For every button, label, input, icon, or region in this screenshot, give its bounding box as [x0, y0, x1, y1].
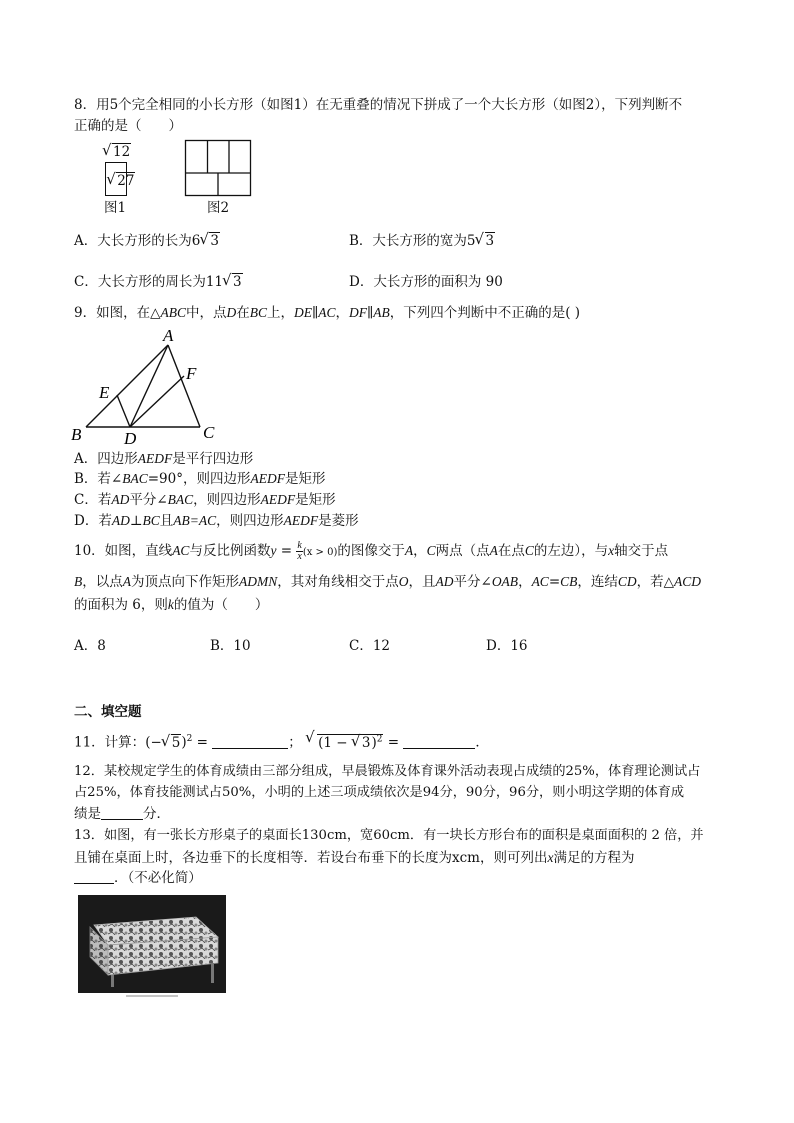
q9-option-d: D．若AD⊥BC且AB=AC，则四边形AEDF是菱形 [74, 513, 359, 529]
label-e: E [99, 383, 110, 402]
section-heading-fill-in: 二、填空题 [74, 704, 142, 720]
q10-line1: 10．如图，直线AC与反比例函数y = $\frac{k}{x}$ (x > 0)的图像交于A，C两点（点A在点C的左边），与x轴交于点 [74, 540, 669, 562]
fig1-caption: 图1 [104, 200, 127, 216]
q10-line2: B，以点A为顶点向下作矩形ADMN，其对角线相交于点O，且AD平分∠OAB，AC=CB，连结CD，若△ACD [74, 574, 702, 590]
q9-stem: 9．如图，在△ABC中，点D在BC上，DE∥AC，DF∥AB，下列四个判断中不正确的是( ) [74, 305, 581, 321]
fig1-width-label: √ 12 [103, 142, 131, 162]
label-c: C [203, 423, 215, 442]
fig1-small-rectangle [105, 162, 127, 196]
q10-option-d: D．16 [486, 638, 528, 654]
q12-line2: 占25%，体育技能测试占50%，小明的上述三项成绩依次是94分，90分，96分，则小明这学期的体育成 [74, 785, 685, 800]
table-leg-left [111, 975, 114, 987]
q8-stem-line1: 8．用5个完全相同的小长方形（如图1）在无重叠的情况下拼成了一个大长方形（如图2），下列判断不 [74, 97, 683, 113]
q8-figure2 [184, 139, 254, 199]
q11-answer-blank-2[interactable] [403, 734, 475, 749]
q8-option-a: A．大长方形的长为6√ 3 [74, 231, 220, 251]
q10-option-a: A．8 [74, 638, 106, 654]
q8-figure1 [70, 140, 140, 218]
q13-line2: 且铺在桌面上时，各边垂下的长度相等．若设台布垂下的长度为xcm，则可列出x满足的方程为 [74, 850, 635, 866]
q9-option-b: B．若∠BAC=90°，则四边形AEDF是矩形 [74, 471, 326, 487]
q9-option-c: C．若AD平分∠BAC，则四边形AEDF是矩形 [74, 492, 336, 508]
q11-line: 11．计算：(−√ 5)$^2$ = ； √ (1 − √ 3)$^2$ = ． [74, 729, 489, 753]
label-b: B [71, 425, 82, 444]
q10-option-b: B．10 [210, 638, 251, 654]
q10-option-c: C．12 [349, 638, 391, 654]
segment-ad [130, 345, 168, 427]
q12-line3: 绩是 分． [74, 806, 170, 822]
label-f: F [186, 364, 197, 383]
segment-de [117, 395, 130, 427]
table-leg-right [211, 963, 214, 983]
q8-option-d: D．大长方形的面积为 90 [349, 274, 503, 290]
q13-line1: 13．如图，有一张长方形桌子的桌面长130cm，宽60cm．有一块长方形台布的面积是桌面面积的 2 倍，并 [74, 828, 704, 843]
q12-answer-blank[interactable] [101, 805, 143, 820]
q11-answer-blank-1[interactable] [212, 734, 288, 749]
q10-line3: 的面积为 6，则k的值为（ ） [74, 597, 269, 613]
segment-df [130, 376, 184, 427]
k-over-x-fraction: $\frac{k}{x}$ [297, 540, 302, 562]
label-a: A [163, 326, 174, 345]
q8-option-c: C．大长方形的周长为11√ 3 [74, 272, 243, 292]
q13-line3: ．（不必化简） [74, 868, 202, 888]
q9-triangle-figure [66, 325, 236, 447]
fig1-height-label: √ 27 [107, 171, 135, 191]
q13-answer-blank[interactable] [74, 869, 114, 884]
q8-stem-line2: 正确的是（ ） [74, 118, 182, 134]
table-photo [78, 895, 226, 997]
q9-option-a: A．四边形AEDF是平行四边形 [74, 451, 254, 467]
q8-option-b: B．大长方形的宽为5√ 3 [349, 231, 495, 251]
fig2-caption: 图2 [207, 200, 230, 216]
q12-line1: 12．某校规定学生的体育成绩由三部分组成，早晨锻炼及体育课外活动表现占成绩的25%，体育理论测试占 [74, 764, 701, 779]
label-d: D [124, 429, 137, 447]
